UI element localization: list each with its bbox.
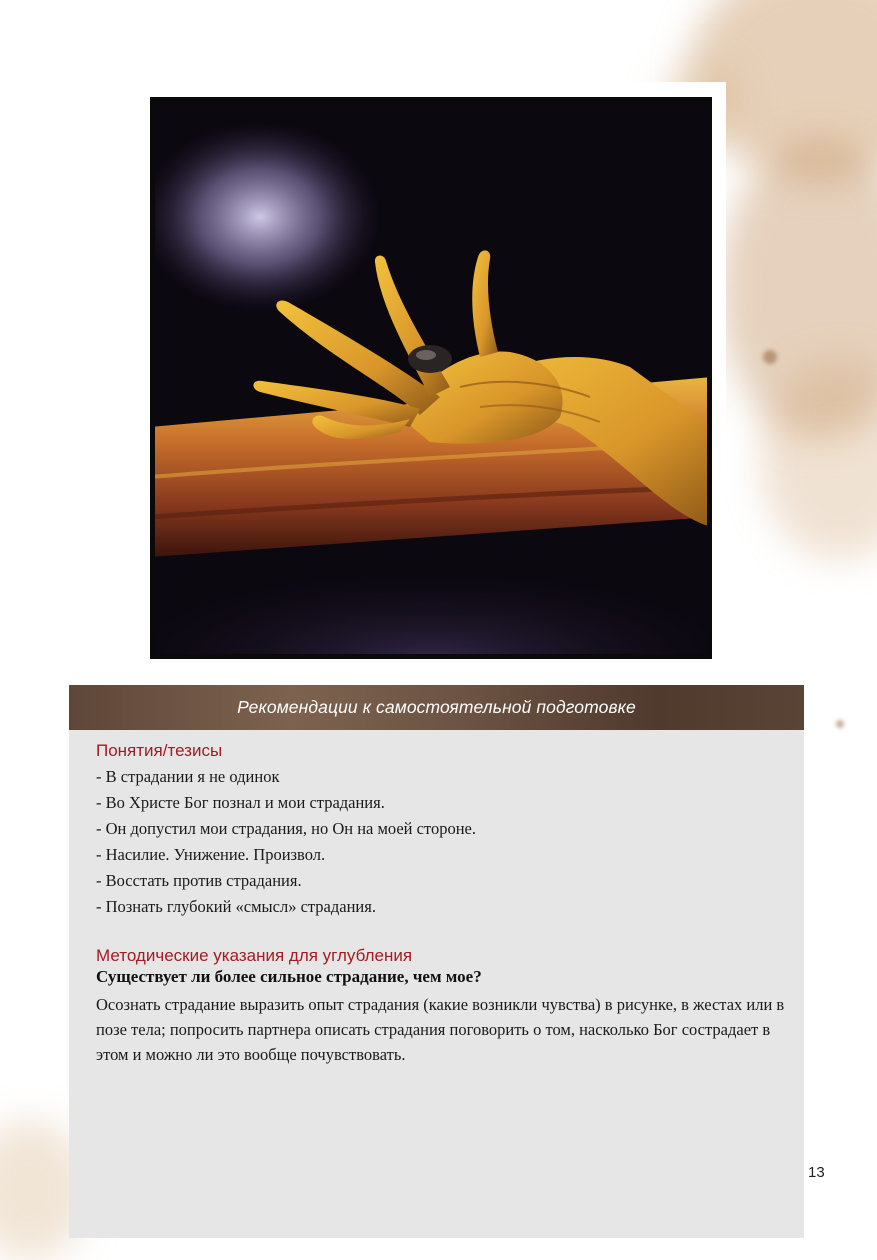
list-item: - Восстать против страдания. [96, 871, 302, 890]
stain-dot [763, 350, 777, 364]
list-item: - Он допустил мои страдания, но Он на моей стороне. [96, 819, 476, 838]
panel-title: Рекомендации к самостоятельной подготовке [237, 697, 636, 717]
recommendations-panel [69, 685, 804, 1238]
guidance-text: Осознать страдание выразить опыт страдания (какие возникли чувства) в рисунке, в жестах или в позе тела; попросить партнера описать страдания поговорить о том, насколько Бог сострадает в этом и можно ли это вообще почувствовать. [96, 995, 785, 1064]
list-item: - Во Христе Бог познал и мои страдания. [96, 793, 385, 812]
crucified-hand-painting-icon [150, 97, 712, 659]
guidance-question: Существует ли более сильное страдание, чем мое? [96, 967, 482, 986]
concepts-list [96, 764, 476, 920]
guidance-heading: Методические указания для углубления [96, 946, 413, 965]
list-item: - Познать глубокий «смысл» страдания. [96, 897, 376, 916]
stain-dot [836, 720, 844, 728]
panel-header [69, 685, 804, 730]
list-item: - Насилие. Унижение. Произвол. [96, 845, 326, 864]
concepts-heading: Понятия/тезисы [96, 741, 223, 760]
list-item: - В страдании я не одинок [96, 767, 280, 786]
page-number: 13 [808, 1164, 825, 1181]
